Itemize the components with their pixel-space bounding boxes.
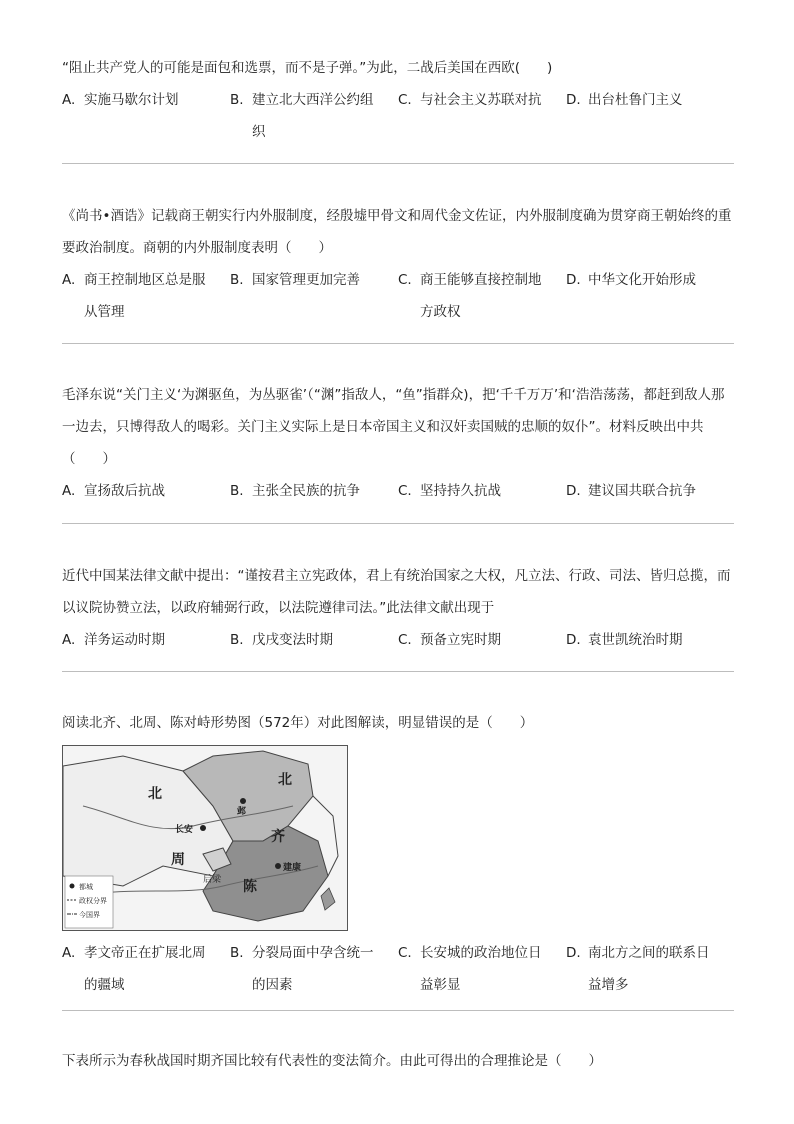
ye-marker-icon (240, 798, 246, 804)
option-letter: A. (62, 92, 76, 108)
option-letter: B. (230, 483, 244, 499)
option-letter: D. (566, 272, 581, 288)
option-letter: B. (230, 272, 244, 288)
option-a[interactable] (62, 264, 230, 328)
option-c[interactable] (398, 624, 566, 656)
option-text: 戊戌变法时期 (252, 632, 333, 648)
option-letter: C. (398, 632, 412, 648)
option-text: 商王控制地区总是服从管理 (84, 272, 206, 320)
legend-item-national-border: 今国界 (79, 911, 100, 919)
jiankang-marker-icon (275, 863, 281, 869)
question-5 (62, 707, 734, 1001)
question-1 (62, 52, 734, 148)
option-text: 孝文帝正在扩展北周的疆域 (84, 945, 206, 993)
changan-marker-icon (200, 825, 206, 831)
option-text: 出台杜鲁门主义 (588, 92, 683, 108)
option-letter: B. (230, 945, 244, 961)
option-b[interactable] (230, 264, 398, 328)
option-b[interactable] (230, 84, 398, 148)
option-d[interactable] (566, 475, 734, 507)
divider (62, 523, 734, 524)
option-letter: D. (566, 632, 581, 648)
option-text: 宣扬敌后抗战 (84, 483, 165, 499)
option-a[interactable] (62, 84, 230, 148)
map-label-north-zhou-2: 周 (171, 852, 185, 868)
option-letter: D. (566, 92, 581, 108)
question-4 (62, 560, 734, 656)
option-a[interactable] (62, 624, 230, 656)
divider (62, 1010, 734, 1011)
option-letter: A. (62, 483, 76, 499)
options-row (62, 937, 734, 1001)
map-label-chen: 陈 (243, 879, 257, 895)
map-svg (63, 746, 347, 930)
divider (62, 163, 734, 164)
option-text: 实施马歇尔计划 (84, 92, 179, 108)
option-c[interactable] (398, 84, 566, 148)
legend-item-capital: 都城 (79, 883, 93, 891)
map-label-north-qi-1: 北 (278, 772, 292, 788)
option-text: 分裂局面中孕含统一的因素 (252, 945, 374, 993)
option-text: 国家管理更加完善 (252, 272, 360, 288)
option-letter: C. (398, 92, 412, 108)
option-text: 建立北大西洋公约组织 (252, 92, 374, 140)
map-label-north-qi-2: 齐 (271, 829, 285, 845)
map-label-changan: 长安 (175, 825, 194, 835)
question-stem: 下表所示为春秋战国时期齐国比较有代表性的变法简介。由此可得出的合理推论是（ ） (62, 1053, 602, 1069)
option-b[interactable] (230, 475, 398, 507)
option-d[interactable] (566, 264, 734, 328)
option-text: 袁世凯统治时期 (588, 632, 683, 648)
option-text: 商王能够直接控制地方政权 (420, 272, 542, 320)
map-label-houliang: 后梁 (203, 875, 222, 885)
options-row (62, 264, 734, 328)
divider (62, 671, 734, 672)
option-text: 南北方之间的联系日益增多 (588, 945, 710, 993)
option-letter: A. (62, 632, 76, 648)
option-c[interactable] (398, 475, 566, 507)
option-a[interactable] (62, 937, 230, 1001)
option-letter: D. (566, 483, 581, 499)
legend-capital-icon (70, 884, 75, 889)
option-d[interactable] (566, 624, 734, 656)
option-letter: B. (230, 92, 244, 108)
option-letter: C. (398, 945, 412, 961)
options-row (62, 624, 734, 656)
question-stem: 毛泽东说“关门主义‘为渊驱鱼，为丛驱雀’（“渊”指敌人，“鱼”指群众)，把‘千千万万’和‘浩浩荡荡，都赶到敌人那一边去，只博得敌人的喝彩。关门主义实际上是日本帝国主义和汉奸卖国贼的忠顺的奴仆”。材料反映出中共（ ） (62, 387, 725, 467)
question-3 (62, 379, 734, 507)
question-stem: “阻止共产党人的可能是面包和选票，而不是子弹。”为此，二战后美国在西欧( ) (62, 60, 553, 76)
question-2 (62, 200, 734, 328)
option-text: 长安城的政治地位日益彰显 (420, 945, 542, 993)
option-b[interactable] (230, 624, 398, 656)
option-letter: B. (230, 632, 244, 648)
option-text: 主张全民族的抗争 (252, 483, 360, 499)
option-text: 中华文化开始形成 (588, 272, 696, 288)
option-text: 预备立宪时期 (420, 632, 501, 648)
option-b[interactable] (230, 937, 398, 1001)
option-letter: A. (62, 272, 76, 288)
option-text: 与社会主义苏联对抗 (420, 92, 542, 108)
option-a[interactable] (62, 475, 230, 507)
option-d[interactable] (566, 937, 734, 1001)
map-legend (65, 876, 113, 928)
option-letter: A. (62, 945, 76, 961)
option-c[interactable] (398, 264, 566, 328)
option-text: 建议国共联合抗争 (588, 483, 696, 499)
option-text: 坚持持久抗战 (420, 483, 501, 499)
map-label-jiankang: 建康 (283, 863, 302, 873)
option-c[interactable] (398, 937, 566, 1001)
question-stem: 《尚书•酒诰》记载商王朝实行内外服制度，经殷墟甲骨文和周代金文佐证，内外服制度确为贯穿商王朝始终的重要政治制度。商朝的内外服制度表明（ ） (62, 208, 732, 256)
question-stem: 阅读北齐、北周、陈对峙形势图（572年）对此图解读，明显错误的是（ ） (62, 715, 534, 731)
question-stem: 近代中国某法律文献中提出：“谨按君主立宪政体，君上有统治国家之大权，凡立法、行政、司法、皆归总揽，而以议院协赞立法，以政府辅弼行政，以法院遵律司法。”此法律文献出现于 (62, 568, 731, 616)
map-label-ye: 邺 (237, 807, 247, 817)
options-row (62, 475, 734, 507)
option-letter: D. (566, 945, 581, 961)
option-letter: C. (398, 483, 412, 499)
option-letter: C. (398, 272, 412, 288)
divider (62, 343, 734, 344)
options-row (62, 84, 734, 148)
map-figure (62, 745, 348, 931)
option-d[interactable] (566, 84, 734, 148)
question-6 (62, 1045, 734, 1077)
legend-item-boundary: 政权分界 (79, 897, 107, 905)
map-label-north-zhou-1: 北 (148, 786, 162, 802)
option-text: 洋务运动时期 (84, 632, 165, 648)
